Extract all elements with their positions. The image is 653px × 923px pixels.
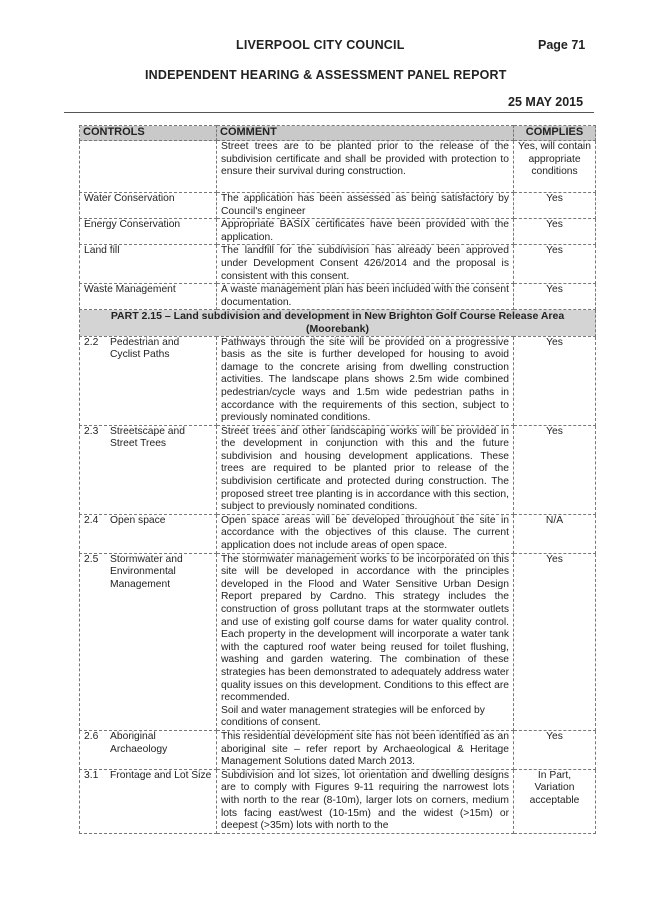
- control-cell: Land fill: [80, 245, 217, 284]
- complies-cell: In Part, Variation acceptable: [514, 769, 596, 833]
- complies-cell: Yes: [514, 284, 596, 310]
- control-cell: Energy Conservation: [80, 219, 217, 245]
- column-header-controls: CONTROLS: [80, 126, 217, 141]
- column-header-complies: COMPLIES: [514, 126, 596, 141]
- comment-cell: [217, 553, 514, 730]
- control-cell: Waste Management: [80, 284, 217, 310]
- table-header-row: [80, 126, 596, 141]
- controls-table: [79, 125, 596, 834]
- control-cell: [80, 730, 217, 769]
- comment-paragraph: Soil and water management strategies will be enforced by conditions of consent.: [221, 704, 485, 729]
- comment-paragraph: The stormwater management works to be incorporated on this site will be developed in accordance with the principles developed in the Flood and Water Sensitive Urban Design Report prepared by Cardno. This strategy includes the construction of gross pollutant traps at the stormwater outlets and use of existing golf course dams for water quality control. Each property in the development will incorporate a water tank with the captured roof water being reused for toilet flushing, washing and garden watering. The combination of these strategies has been demonstrated to adequately address water quality issues on this development. Conditions to this effect are recommended.: [221, 553, 509, 704]
- council-name: LIVERPOOL CITY COUNCIL: [236, 38, 405, 52]
- table-row: [80, 219, 596, 245]
- part-heading-row: [80, 310, 596, 336]
- report-date: 25 MAY 2015: [508, 95, 584, 109]
- clause-label: Open space: [110, 514, 166, 526]
- control-cell: [80, 553, 217, 730]
- table-row: [80, 284, 596, 310]
- page-number: Page 71: [538, 38, 586, 52]
- comment-cell: Open space areas will be developed throughout the site in accordance with the objectives of this clause. The current application does not include areas of open space.: [217, 514, 514, 553]
- complies-cell: Yes, will contain appropriate conditions: [514, 141, 596, 193]
- comment-cell: Appropriate BASIX certificates have been provided with the application.: [217, 219, 514, 245]
- clause-label: Frontage and Lot Size: [110, 769, 212, 781]
- table-row: [80, 514, 596, 553]
- comment-cell: This residential development site has not been identified as an aboriginal site – refer report by Archaeological & Heritage Management Solutions dated March 2013.: [217, 730, 514, 769]
- clause-number: 2.5: [84, 553, 99, 565]
- comment-cell: Street trees are to be planted prior to the release of the subdivision certificate and shall be provided with protection to ensure their survival during construction.: [217, 141, 514, 193]
- table-row: [80, 730, 596, 769]
- header-divider: [64, 112, 594, 113]
- clause-label: Stormwater and Environmental Management: [110, 553, 183, 590]
- complies-cell: Yes: [514, 245, 596, 284]
- control-cell: [80, 769, 217, 833]
- comment-cell: A waste management plan has been included with the consent documentation.: [217, 284, 514, 310]
- comment-cell: The application has been assessed as being satisfactory by Council's engineer: [217, 193, 514, 219]
- clause-label: Streetscape and Street Trees: [110, 425, 185, 450]
- clause-label: Aboriginal Archaeology: [110, 730, 168, 755]
- table-row: [80, 425, 596, 514]
- complies-cell: Yes: [514, 553, 596, 730]
- comment-cell: Street trees and other landscaping works will be provided in the development in conjunction with this and the future subdivision and housing development applications. These trees are required to be planted prior to release of the subdivision certificate and protected during construction. The proposed street tree planting is in accordance with this section, subject to previously nominated conditions.: [217, 425, 514, 514]
- comment-cell: Subdivision and lot sizes, lot orientation and dwelling designs are to comply with Figures 9-11 requiring the narrowest lots with north to the rear (8-10m), larger lots on corners, medium lots facing east/west (10-15m) and the widest (>15m) or deepest (>35m) lots with north to the: [217, 769, 514, 833]
- table-row: [80, 245, 596, 284]
- complies-cell: Yes: [514, 219, 596, 245]
- control-cell: Water Conservation: [80, 193, 217, 219]
- clause-number: 2.3: [84, 425, 99, 437]
- control-cell: [80, 425, 217, 514]
- complies-cell: Yes: [514, 193, 596, 219]
- comment-cell: The landfill for the subdivision has already been approved under Development Consent 426/2014 and the proposal is consistent with this consent.: [217, 245, 514, 284]
- clause-number: 2.4: [84, 514, 99, 526]
- table-row: [80, 769, 596, 833]
- clause-label: Pedestrian and Cyclist Paths: [110, 336, 180, 361]
- control-cell: [80, 514, 217, 553]
- table-row: [80, 336, 596, 425]
- table-row: [80, 141, 596, 193]
- report-title: INDEPENDENT HEARING & ASSESSMENT PANEL REPORT: [145, 68, 507, 82]
- table-row: [80, 553, 596, 730]
- table-row: [80, 193, 596, 219]
- clause-number: 3.1: [84, 769, 99, 781]
- comment-cell: Pathways through the site will be provided on a progressive basis as the site is further developed for housing to avoid damage to the concrete arising from dwelling construction activities. The landscape plans shows 2.5m wide combined pedestrian/cycle ways and 1.5m wide pedestrian paths in accordance with the requirements of this section, subject to previously nominated conditions.: [217, 336, 514, 425]
- complies-cell: Yes: [514, 730, 596, 769]
- part-heading: PART 2.15 – Land subdivision and development in New Brighton Golf Course Release Area (Moorebank): [80, 310, 596, 336]
- clause-number: 2.2: [84, 336, 99, 348]
- clause-number: 2.6: [84, 730, 99, 742]
- complies-cell: Yes: [514, 425, 596, 514]
- complies-cell: N/A: [514, 514, 596, 553]
- control-cell: [80, 336, 217, 425]
- control-cell: [80, 141, 217, 193]
- complies-cell: Yes: [514, 336, 596, 425]
- column-header-comment: COMMENT: [217, 126, 514, 141]
